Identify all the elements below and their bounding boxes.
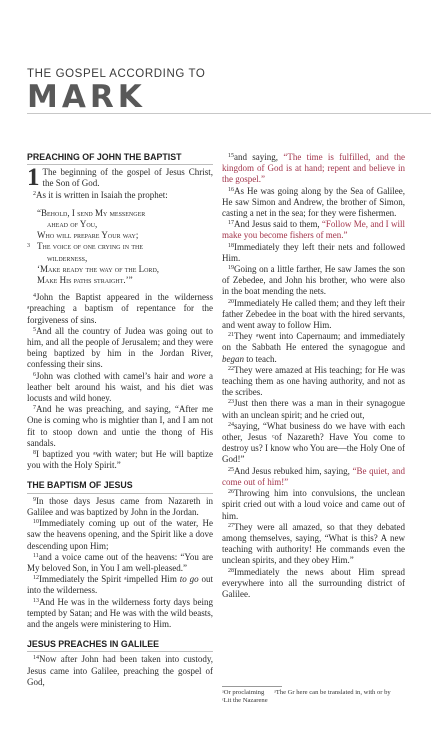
words-of-christ: “Follow Me, and I will make you become fishers of men.” — [222, 219, 405, 241]
verse-1: 1 The beginning of the gospel of Jesus Christ, the Son of God. — [27, 164, 213, 192]
verse-25: $^{25}$And Jesus rebuked him, saying, “Be quiet, and come out of him!” — [222, 465, 405, 487]
section-heading: JESUS PREACHES IN GALILEE — [27, 639, 213, 652]
verse-10: $^{10}$Immediately coming up out of the water, He saw the heavens opening, and the Spirit like a dove descending upon Him; — [27, 518, 213, 551]
verse-14: $^{14}$Now after John had been taken into custody, Jesus came into Galilee, preaching the gospel of God, — [27, 654, 213, 687]
verse-4: $^4$John the Baptist appeared in the wilderness ᵃpreaching a baptism of repentance for the forgiveness of sins. — [27, 292, 213, 325]
verse-11: $^{11}$and a voice came out of the heavens: “You are My beloved Son, in You I am well-pleased.” — [27, 551, 213, 573]
verse-22: $^{22}$They were amazed at His teaching; for He was teaching them as one having authority, and not as the scribes. — [222, 364, 405, 398]
book-title: MARK — [27, 79, 146, 115]
verse-2: $^2$As it is written in Isaiah the prophet: — [33, 189, 168, 200]
verse-16: $^{16}$As He was going along by the Sea of Galilee, He saw Simon and Andrew, the brother of Simon, casting a net in the sea; for they were fishermen. — [222, 185, 405, 219]
verse-18: $^{18}$Immediately they left their nets and followed Him. — [222, 241, 405, 263]
footnote: ᵃOr proclaiming — [222, 689, 265, 696]
verse-12: $^{12}$Immediately the Spirit ᵃimpelled Him to go out into the wilderness. — [27, 574, 213, 596]
section-heading: THE BAPTISM OF JESUS — [27, 480, 213, 493]
isaiah-quote: “Behold, I send My messenger ahead of You, Who will prepare Your way; 3 The voice of one crying in the wilderness, ‘Make ready the way of the Lord, Make His paths straight.’” — [27, 207, 160, 286]
right-column — [222, 152, 405, 600]
verse-9: $^9$In those days Jesus came from Nazareth in Galilee and was baptized by John in the Jordan. — [27, 495, 213, 517]
words-of-christ: “The time is fulfilled, and the kingdom of God is at hand; repent and believe in the gospel.” — [222, 152, 405, 185]
verse-8: $^8$I baptized you ᵃwith water; but He will baptize you with the Holy Spirit.” — [27, 449, 213, 471]
verse-27: $^{27}$They were all amazed, so that they debated among themselves, saying, “What is this? A new teaching with authority! He commands even the unclean spirits, and they obey Him.” — [222, 521, 405, 566]
verse-24: $^{24}$saying, “What business do we have with each other, Jesus ᶜof Nazareth? Have You come to destroy us? I know who You are—the Holy One of God!” — [222, 420, 405, 465]
verse-20: $^{20}$Immediately He called them; and they left their father Zebedee in the boat with the hired servants, and went away to follow Him. — [222, 297, 405, 331]
header-divider — [27, 113, 431, 114]
verse-5: $^5$And all the country of Judea was going out to him, and all the people of Jerusalem; and they were being baptized by him in the Jordan River, confessing their sins. — [27, 325, 213, 370]
footnote: ᵃThe Gr here can be translated in, with or by — [273, 689, 391, 696]
footnote: ᶜLit the Nazarene — [222, 697, 268, 704]
chapter-number: 1 — [27, 164, 40, 192]
verse-13: $^{13}$And He was in the wilderness forty days being tempted by Satan; and He was with the wild beasts, and the angels were ministering to Him. — [27, 596, 213, 629]
verse-15: $^{15}$and saying, “The time is fulfilled, and the kingdom of God is at hand; repent and believe in the gospel.” — [222, 152, 405, 185]
verse-19: $^{19}$Going on a little farther, He saw James the son of Zebedee, and John his brother, who were also in the boat mending the nets. — [222, 264, 405, 297]
book-subtitle: THE GOSPEL ACCORDING TO — [27, 68, 206, 80]
verse-6: $^6$John was clothed with camel’s hair and wore a leather belt around his waist, and his diet was locusts and wild honey. — [27, 370, 213, 404]
verse-17: $^{17}$And Jesus said to them, “Follow Me, and I will make you become fishers of men.” — [222, 219, 405, 241]
footnotes — [222, 689, 412, 705]
verse-23: $^{23}$Just then there was a man in their synagogue with an unclean spirit; and he cried out, — [222, 398, 405, 420]
verse-26: $^{26}$Throwing him into convulsions, the unclean spirit cried out with a loud voice and came out of him. — [222, 488, 405, 521]
left-column — [27, 152, 213, 688]
footnote-divider — [222, 686, 282, 687]
verse-28: $^{28}$Immediately the news about Him spread everywhere into all the surrounding district of Galilee. — [222, 566, 405, 599]
verse-7: $^7$And he was preaching, and saying, “After me One is coming who is mightier than I, and I am not fit to stoop down and untie the thong of His sandals. — [27, 404, 213, 448]
section-heading: PREACHING OF JOHN THE BAPTIST — [27, 152, 213, 165]
words-of-christ: “Be quiet, and come out of him!” — [222, 465, 405, 487]
book-header — [27, 68, 206, 115]
verse-21: $^{21}$They ᵃwent into Capernaum; and immediately on the Sabbath He entered the synagogue and began to teach. — [222, 331, 405, 364]
